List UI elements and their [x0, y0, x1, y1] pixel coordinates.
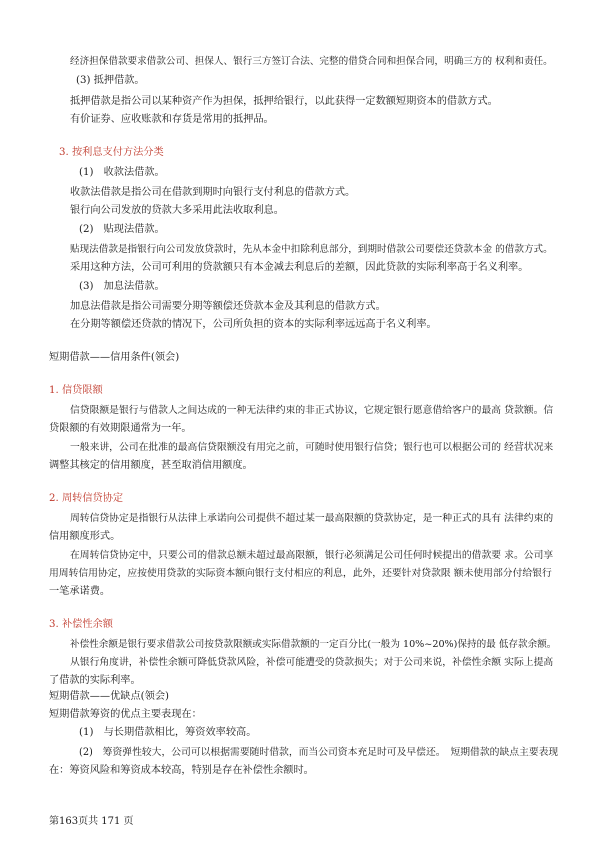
- section-heading: 2. 周转信贷协定: [49, 493, 124, 504]
- text-line: 经济担保借款要求借款公司、担保人、银行三方签订合法、完整的借贷合同和担保合同，明确三方的 权利和责任。: [70, 56, 553, 67]
- text-line: 从银行角度讲，补偿性余额可降低贷款风险，补偿可能遭受的贷款损失；对于公司来说，补偿性余额 实际上提高: [70, 657, 554, 668]
- text-line: 银行向公司发放的贷款大多采用此法收取利息。: [70, 205, 284, 216]
- subsection-title: 短期借款——优缺点(领会): [49, 691, 170, 702]
- list-item: (1) 与长期借款相比，筹资效率较高。: [79, 727, 257, 738]
- section-heading: 3. 按利息支付方法分类: [59, 147, 164, 158]
- text-line: 短期借款筹资的优点主要表现在：: [49, 709, 202, 720]
- list-item: (3) 抵押借款。: [76, 75, 145, 86]
- text-line: 有价证券、应收账款和存货是常用的抵押品。: [70, 114, 274, 125]
- list-item: (2) 贴现法借款。: [79, 224, 165, 235]
- list-item: (1) 收款法借款。: [79, 167, 165, 178]
- text-line: 抵押借款是指公司以某种资产作为担保，抵押给银行，以此获得一定数额短期资本的借款方式。: [70, 96, 498, 107]
- text-line: 在分期等额偿还贷款的情况下，公司所负担的资本的实际利率远远高于名义利率。: [70, 319, 437, 330]
- text-line: 信贷限额是银行与借款人之间达成的一种无法律约束的非正式协议，它规定银行愿意借给客户的最高 贷款额。信: [70, 405, 554, 416]
- list-item: (2) 筹资弹性较大，公司可以根据需要随时借款，而当公司资本充足时可及早偿还。 短期借款的缺点主要表现: [79, 747, 559, 758]
- text-line: 贷限额的有效期限通常为一年。: [49, 423, 192, 434]
- text-line: 一般来讲，公司在批准的最高信贷限额没有用完之前，可随时使用银行信贷；银行也可以根据公司的 经营状况来: [70, 442, 554, 453]
- text-line: 加息法借款是指公司需要分期等额偿还贷款本金及其利息的借款方式。: [70, 301, 386, 312]
- section-heading: 3. 补偿性余额: [49, 619, 113, 630]
- text-line: 信用额度形式。: [49, 531, 121, 542]
- text-line: 了借款的实际利率。: [49, 675, 141, 686]
- text-line: 调整其核定的信用额度，甚至取消信用额度。: [49, 460, 253, 471]
- text-line: 在：筹资风险和筹资成本较高，特别是存在补偿性余额时。: [49, 765, 314, 776]
- list-item: (3) 加息法借款。: [79, 281, 165, 292]
- text-line: 用周转信用协定，应按使用贷款的实际资本额向银行支付相应的利息，此外，还要针对贷款限 额未使用部分付给银行: [49, 568, 552, 579]
- text-line: 周转信贷协定是指银行从法律上承诺向公司提供不超过某一最高限额的贷款协定，是一种正式的具有 法律约束的: [70, 513, 554, 524]
- text-line: 采用这种方法，公司可利用的贷款额只有本金减去利息后的差额，因此贷款的实际利率高于名义利率。: [70, 262, 529, 273]
- text-line: 在周转信贷协定中，只要公司的借款总额未超过最高限额，银行必须满足公司任何时候提出的借款要 求。公司享: [70, 550, 554, 561]
- section-heading: 1. 信贷限额: [49, 385, 103, 396]
- text-line: 补偿性余额是银行要求借款公司按贷款限额或实际借款额的一定百分比(一般为 10%~20%)保持的最 低存款余额。: [70, 639, 557, 650]
- text-line: 收款法借款是指公司在借款到期时向银行支付利息的借款方式。: [70, 187, 356, 198]
- text-line: 一笔承诺费。: [49, 586, 111, 597]
- text-line: 贴现法借款是指银行向公司发放贷款时，先从本金中扣除利息部分，到期时借款公司要偿还贷款本金 的借款方式。: [70, 244, 553, 255]
- subsection-title: 短期借款——信用条件(领会): [49, 352, 180, 363]
- page-number: 第163页共 171 页: [49, 816, 134, 827]
